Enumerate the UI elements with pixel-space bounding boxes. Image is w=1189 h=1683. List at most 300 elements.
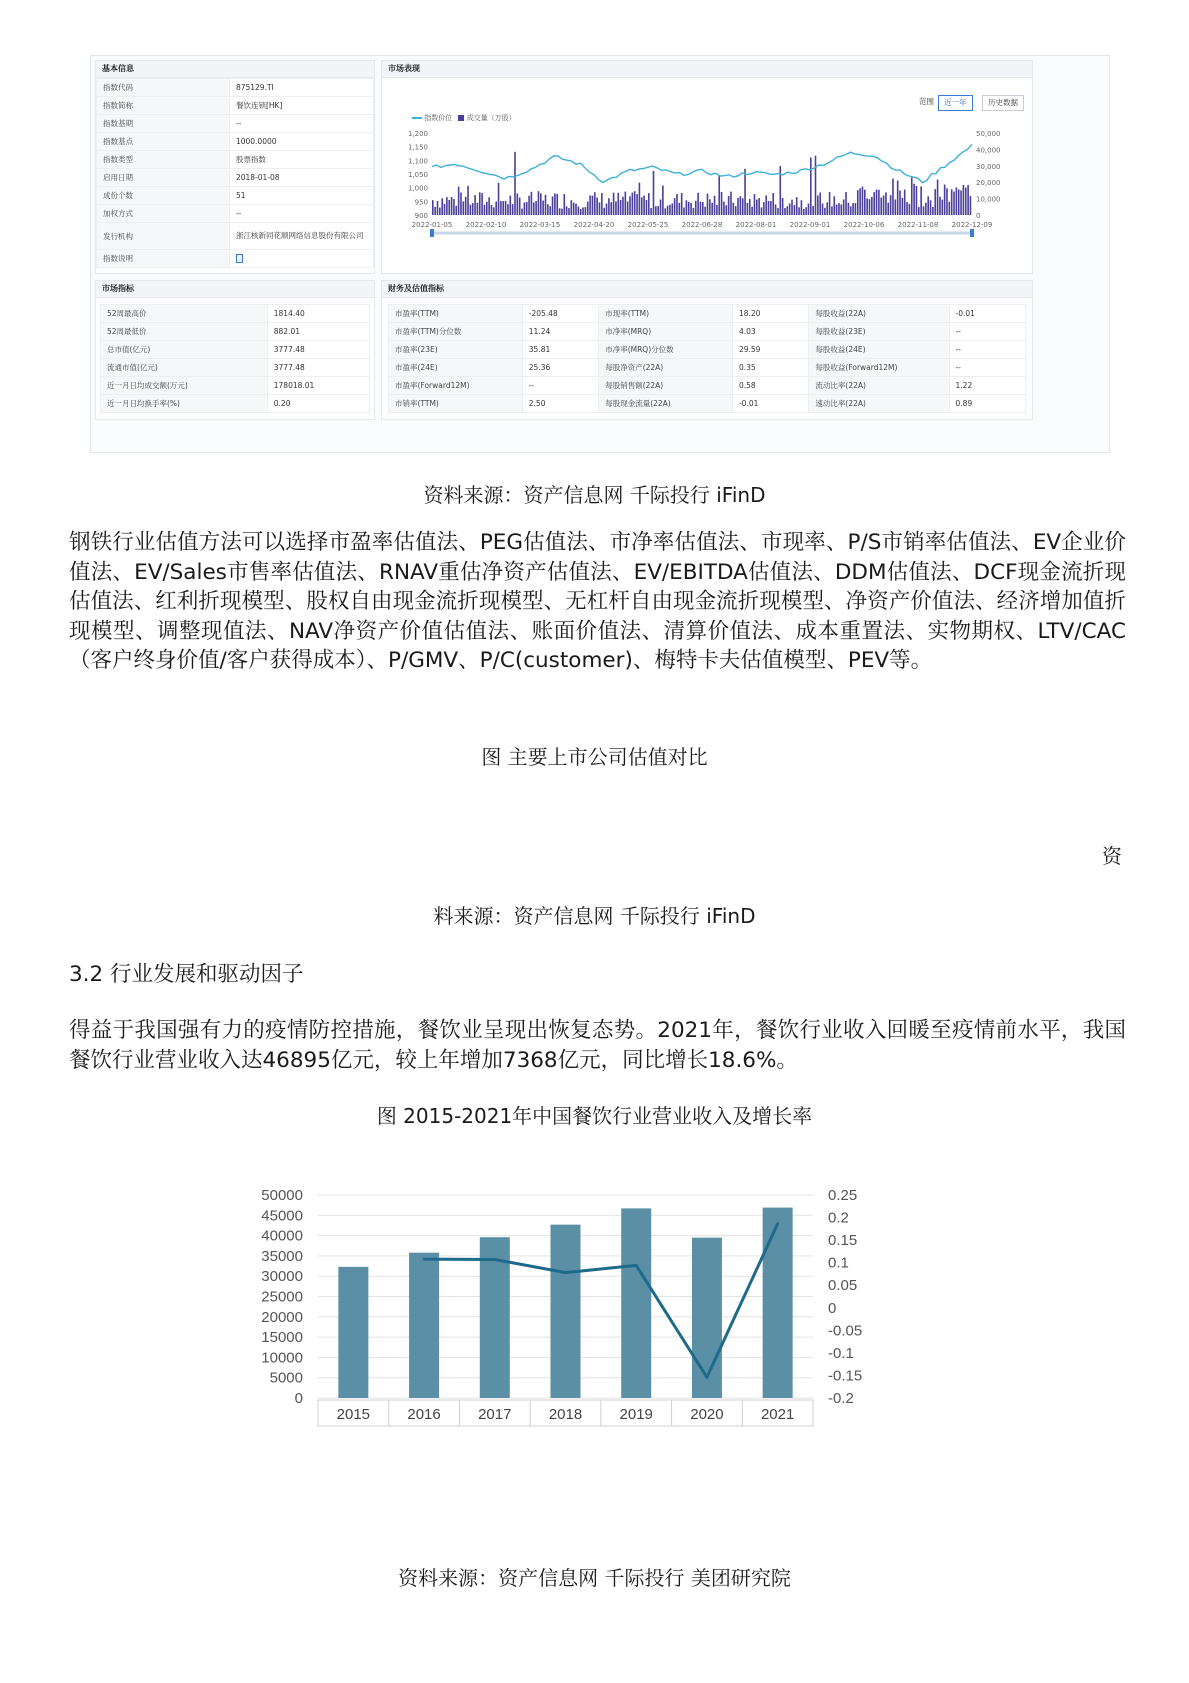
- x-tick-label: 2019: [619, 1406, 653, 1423]
- finance-key: 每股净资产(22A): [599, 359, 733, 377]
- mini-y-left-tick: 950: [414, 198, 428, 207]
- mini-volume-bar: [451, 197, 453, 215]
- mini-y-right-tick: 40,000: [976, 146, 1001, 155]
- mini-volume-bar: [768, 201, 770, 215]
- mini-volume-bar: [782, 198, 784, 215]
- mini-volume-bar: [655, 206, 657, 215]
- mini-volume-bar: [481, 193, 483, 215]
- mini-volume-bar: [808, 204, 810, 215]
- market-performance-box: [381, 60, 1033, 274]
- mini-volume-bar: [695, 201, 697, 215]
- indicator-key: 52周最低价: [101, 323, 268, 341]
- mini-volume-bar: [711, 203, 713, 215]
- mini-x-tick: 2022-05-25: [627, 221, 669, 229]
- mini-volume-bar: [573, 203, 575, 215]
- mini-volume-bar: [932, 207, 934, 215]
- mini-volume-bar: [925, 203, 927, 215]
- mini-volume-bar: [890, 195, 892, 215]
- mini-volume-bar: [902, 198, 904, 215]
- mini-volume-bar: [927, 196, 929, 215]
- mini-volume-bar: [737, 198, 739, 215]
- growth-rate-point: [423, 1258, 426, 1261]
- mini-volume-bar: [953, 192, 955, 215]
- document-icon[interactable]: [236, 254, 243, 263]
- mini-volume-bar: [826, 202, 828, 215]
- basic-info-table: [96, 78, 374, 268]
- mini-volume-bar: [904, 190, 906, 215]
- mini-volume-bar: [514, 152, 516, 215]
- mini-volume-bar: [526, 202, 528, 215]
- mini-x-tick: 2022-11-08: [897, 221, 939, 229]
- mini-volume-bar: [897, 181, 899, 215]
- mini-volume-bar: [939, 197, 941, 215]
- mini-volume-bar: [690, 203, 692, 215]
- mini-volume-bar: [465, 197, 467, 215]
- mini-slider-handle-left: [430, 229, 434, 237]
- basic-info-key: 指数基期: [97, 115, 230, 133]
- x-tick-label: 2020: [690, 1406, 724, 1423]
- mini-volume-bar: [845, 192, 847, 215]
- mini-volume-bar: [758, 198, 760, 215]
- mini-volume-bar: [817, 195, 819, 215]
- mini-volume-bar: [650, 208, 652, 215]
- mini-volume-bar: [716, 205, 718, 215]
- mini-volume-bar: [864, 190, 866, 215]
- mini-volume-bar: [794, 205, 796, 215]
- indicator-key: 近一月日均成交额(万元): [101, 377, 268, 395]
- x-tick-label: 2015: [336, 1406, 371, 1423]
- mini-volume-bar: [519, 197, 521, 215]
- range-one-year-button[interactable]: 近一年: [938, 95, 973, 111]
- mini-volume-bar: [824, 208, 826, 215]
- mini-volume-bar: [838, 203, 840, 215]
- finance-key: 每股收益(22A): [809, 305, 949, 323]
- mini-volume-bar: [862, 187, 864, 215]
- finance-key: 市盈率(23E): [389, 341, 523, 359]
- mini-y-left-tick: 900: [414, 212, 428, 220]
- finance-value: 11.24: [522, 323, 598, 341]
- finance-value: --: [949, 359, 1025, 377]
- mini-volume-bar: [833, 196, 835, 215]
- mini-volume-bar: [596, 197, 598, 215]
- range-label: 范围: [919, 97, 934, 106]
- basic-info-value: 1000.0000: [229, 133, 373, 151]
- indicator-key: 近一月日均换手率(%): [101, 395, 268, 413]
- mini-volume-bar: [693, 208, 695, 215]
- mini-volume-bar: [709, 199, 711, 215]
- mini-volume-bar: [852, 203, 854, 215]
- mini-x-tick: 2022-10-06: [843, 221, 885, 229]
- mini-volume-bar: [812, 206, 814, 215]
- mini-volume-bar: [531, 192, 533, 215]
- finance-key: 市盈率(TTM)分位数: [389, 323, 523, 341]
- basic-info-row: [97, 169, 374, 187]
- finance-value: 2.50: [522, 395, 598, 413]
- mini-volume-bar: [653, 171, 655, 215]
- mini-volume-bar: [676, 194, 678, 215]
- finance-key: 每股收益(23E): [809, 323, 949, 341]
- mini-volume-bar: [528, 196, 530, 215]
- basic-info-key: 指数基点: [97, 133, 230, 151]
- mini-volume-bar: [775, 205, 777, 215]
- history-data-button[interactable]: 历史数据: [982, 95, 1024, 111]
- mini-volume-bar: [646, 200, 648, 215]
- basic-info-row: [97, 223, 374, 250]
- indicator-row: [101, 323, 370, 341]
- mini-x-tick: 2022-04-20: [573, 221, 615, 229]
- finance-value: 0.58: [732, 377, 808, 395]
- finance-key: 速动比率(22A): [809, 395, 949, 413]
- mini-y-right-tick: 50,000: [976, 130, 1001, 138]
- mini-volume-bar: [667, 206, 669, 215]
- finance-row: [389, 305, 1026, 323]
- indicator-row: [101, 359, 370, 377]
- finance-value: --: [949, 341, 1025, 359]
- finance-key: 市净率(MRQ): [599, 323, 733, 341]
- mini-y-right-tick: 10,000: [976, 195, 1001, 204]
- mini-volume-bar: [723, 202, 725, 215]
- mini-volume-bar: [822, 203, 824, 215]
- mini-volume-bar: [963, 185, 965, 215]
- y-right-tick-label: -0.05: [828, 1322, 863, 1340]
- finance-row: [389, 341, 1026, 359]
- mini-volume-bar: [956, 187, 958, 215]
- mini-volume-bar: [434, 207, 436, 215]
- mini-volume-bar: [545, 195, 547, 215]
- indicator-value: 0.20: [267, 395, 369, 413]
- market-indicators-title: 市场指标: [96, 281, 374, 298]
- mini-volume-bar: [967, 185, 969, 215]
- mini-volume-bar: [657, 206, 659, 215]
- index-terminal-panel: [90, 55, 1110, 453]
- mini-volume-bar: [538, 191, 540, 215]
- mini-volume-bar: [819, 193, 821, 215]
- mini-volume-bar: [880, 198, 882, 215]
- basic-info-key: 指数说明: [97, 250, 230, 268]
- mini-volume-bar: [636, 194, 638, 215]
- basic-info-row: [97, 205, 374, 223]
- mini-volume-bar: [911, 177, 913, 215]
- mini-volume-bar: [552, 196, 554, 215]
- mini-volume-bar: [610, 202, 612, 215]
- y-left-tick-label: 30000: [261, 1268, 303, 1286]
- finance-key: 市盈率(24E): [389, 359, 523, 377]
- finance-value: -205.48: [522, 305, 598, 323]
- mini-volume-bar: [801, 200, 803, 215]
- basic-info-value: 餐饮连锁[HK]: [229, 97, 373, 115]
- mini-volume-bar: [554, 193, 556, 215]
- mini-volume-bar: [540, 193, 542, 215]
- mini-volume-bar: [589, 195, 591, 215]
- mini-volume-bar: [704, 207, 706, 215]
- mini-volume-bar: [662, 185, 664, 215]
- mini-volume-bar: [592, 196, 594, 215]
- mini-volume-bar: [498, 183, 500, 215]
- mini-volume-bar: [887, 203, 889, 215]
- mini-volume-bar: [664, 208, 666, 215]
- legend-bar-icon: [458, 115, 464, 121]
- mini-volume-bar: [575, 204, 577, 215]
- finance-value: 0.89: [949, 395, 1025, 413]
- mini-volume-bar: [742, 198, 744, 215]
- mini-volume-bar: [484, 205, 486, 215]
- mini-volume-bar: [599, 203, 601, 215]
- mini-volume-bar: [493, 207, 495, 215]
- mini-y-right-tick: 0: [976, 212, 981, 220]
- mini-volume-bar: [946, 188, 948, 215]
- mini-volume-bar: [500, 201, 502, 215]
- mini-volume-bar: [728, 196, 730, 215]
- mini-volume-bar: [566, 206, 568, 215]
- basic-info-value: 浙江核新同花顺网络信息股份有限公司: [229, 223, 373, 250]
- mini-volume-bar: [848, 203, 850, 215]
- mini-volume-bar: [446, 197, 448, 215]
- mini-volume-bar: [453, 199, 455, 215]
- mini-volume-bar: [930, 200, 932, 215]
- basic-info-value: --: [229, 205, 373, 223]
- indicator-value: 3777.48: [267, 341, 369, 359]
- indicator-value: 882.01: [267, 323, 369, 341]
- mini-volume-bar: [871, 197, 873, 215]
- finance-key: 市销率(TTM): [389, 395, 523, 413]
- mini-volume-bar: [679, 203, 681, 215]
- mini-volume-bar: [517, 194, 519, 215]
- mini-volume-bar: [857, 190, 859, 215]
- mini-volume-bar: [899, 190, 901, 215]
- mini-volume-bar: [876, 190, 878, 215]
- basic-info-row: [97, 187, 374, 205]
- mini-volume-bar: [733, 203, 735, 215]
- section-heading: 3.2 行业发展和驱动因子: [69, 962, 304, 987]
- mini-volume-bar: [803, 209, 805, 215]
- mini-volume-bar: [751, 207, 753, 215]
- basic-info-key: 成份个数: [97, 187, 230, 205]
- mini-volume-bar: [639, 183, 641, 215]
- mini-volume-bar: [909, 204, 911, 215]
- revenue-growth-chart: [0, 1150, 1189, 1550]
- mini-volume-bar: [702, 202, 704, 215]
- mini-volume-bar: [660, 200, 662, 215]
- finance-value: 4.03: [732, 323, 808, 341]
- mini-volume-bar: [671, 204, 673, 215]
- y-left-tick-label: 50000: [261, 1187, 303, 1204]
- mini-volume-bar: [920, 186, 922, 215]
- mini-volume-bar: [850, 206, 852, 215]
- finance-row: [389, 359, 1026, 377]
- mini-y-left-tick: 1,050: [407, 171, 428, 179]
- mini-volume-bar: [542, 201, 544, 215]
- mini-volume-bar: [681, 193, 683, 215]
- mini-volume-bar: [725, 205, 727, 215]
- mini-volume-bar: [629, 196, 631, 215]
- mini-volume-bar: [432, 200, 434, 215]
- y-right-tick-label: 0.25: [828, 1187, 858, 1204]
- mini-slider-handle-right: [970, 229, 974, 237]
- mini-volume-bar: [587, 202, 589, 215]
- basic-info-key: 指数类型: [97, 151, 230, 169]
- mini-volume-bar: [561, 209, 563, 215]
- mini-volume-bar: [941, 200, 943, 215]
- mini-volume-bar: [509, 196, 511, 215]
- mini-volume-bar: [934, 189, 936, 215]
- mini-volume-bar: [772, 193, 774, 215]
- basic-info-key: 加权方式: [97, 205, 230, 223]
- finance-key: 市净率(MRQ)分位数: [599, 341, 733, 359]
- mini-volume-bar: [474, 195, 476, 215]
- mini-volume-bar: [697, 193, 699, 215]
- finance-row: [389, 323, 1026, 341]
- basic-info-box: [95, 60, 375, 274]
- source-caption-2-fragment: 资: [1102, 844, 1122, 868]
- mini-x-tick: 2022-02-10: [465, 221, 507, 229]
- mini-volume-bar: [873, 192, 875, 215]
- mini-volume-bar: [507, 204, 509, 215]
- mini-volume-bar: [777, 208, 779, 215]
- mini-volume-bar: [815, 156, 817, 215]
- mini-y-left-tick: 1,150: [407, 143, 428, 152]
- y-left-tick-label: 20000: [261, 1308, 303, 1326]
- basic-info-value: [229, 250, 373, 268]
- mini-volume-bar: [937, 180, 939, 215]
- mini-volume-bar: [521, 209, 523, 215]
- mini-volume-bar: [547, 204, 549, 215]
- mini-volume-bar: [735, 206, 737, 215]
- y-left-tick-label: 35000: [261, 1247, 303, 1265]
- mini-volume-bar: [512, 204, 514, 215]
- mini-volume-bar: [444, 204, 446, 215]
- finance-valuation-table: [388, 304, 1026, 413]
- y-left-tick-label: 5000: [269, 1369, 303, 1387]
- mini-volume-bar: [829, 192, 831, 215]
- revenue-bar: [338, 1267, 368, 1398]
- mini-y-right-tick: 30,000: [976, 162, 1001, 171]
- market-indicators-table: [100, 304, 370, 413]
- mini-volume-bar: [625, 192, 627, 215]
- growth-rate-point: [635, 1264, 638, 1267]
- finance-value: -0.01: [732, 395, 808, 413]
- finance-value: 35.81: [522, 341, 598, 359]
- mini-volume-bar: [688, 202, 690, 215]
- growth-rate-point: [493, 1258, 496, 1261]
- mini-volume-bar: [463, 201, 465, 215]
- growth-rate-line: [424, 1224, 777, 1377]
- mini-volume-bar: [707, 194, 709, 215]
- basic-info-value: 股票指数: [229, 151, 373, 169]
- mini-volume-bar: [491, 205, 493, 215]
- mini-volume-bar: [883, 196, 885, 215]
- mini-volume-bar: [617, 193, 619, 215]
- mini-volume-bar: [718, 176, 720, 215]
- mini-volume-bar: [949, 202, 951, 215]
- y-left-tick-label: 15000: [261, 1329, 303, 1347]
- mini-x-tick: 2022-08-01: [735, 221, 777, 229]
- mini-volume-bar: [913, 184, 915, 215]
- mini-volume-bar: [524, 203, 526, 215]
- mini-volume-bar: [747, 203, 749, 215]
- mini-volume-bar: [791, 200, 793, 215]
- indicator-value: 178018.01: [267, 377, 369, 395]
- basic-info-value: --: [229, 115, 373, 133]
- mini-volume-bar: [906, 202, 908, 215]
- mini-volume-bar: [765, 195, 767, 215]
- finance-value: 29.59: [732, 341, 808, 359]
- finance-key: 每股收益(Forward12M): [809, 359, 949, 377]
- mini-volume-bar: [615, 201, 617, 215]
- mini-volume-bar: [606, 204, 608, 215]
- mini-volume-bar: [563, 194, 565, 215]
- mini-volume-bar: [944, 185, 946, 215]
- y-left-tick-label: 40000: [261, 1227, 303, 1245]
- mini-volume-bar: [455, 206, 457, 215]
- mini-volume-bar: [686, 200, 688, 215]
- legend-line-icon: [412, 117, 422, 119]
- mini-volume-bar: [627, 202, 629, 215]
- legend-price: 指数价位: [424, 114, 453, 122]
- mini-volume-bar: [620, 200, 622, 215]
- finance-row: [389, 377, 1026, 395]
- y-right-tick-label: 0.1: [828, 1254, 849, 1272]
- basic-info-row: [97, 97, 374, 115]
- figure-title-valuation-comparison: 图 主要上市公司估值对比: [481, 745, 708, 769]
- mini-volume-bar: [965, 188, 967, 215]
- mini-volume-bar: [467, 186, 469, 215]
- mini-volume-bar: [763, 202, 765, 215]
- mini-volume-bar: [749, 199, 751, 215]
- mini-volume-bar: [958, 190, 960, 215]
- finance-key: 每股销售额(22A): [599, 377, 733, 395]
- finance-value: -0.01: [949, 305, 1025, 323]
- mini-volume-bar: [641, 197, 643, 215]
- mini-volume-bar: [916, 186, 918, 215]
- valuation-methods-paragraph: 钢铁行业估值方法可以选择市盈率估值法、PEG估值法、市净率估值法、市现率、P/S市销率估值法、EV企业价值法、EV/Sales市售率估值法、RNAV重估净资产估值法、EV/EBITDA估值法、DDM估值法、DCF现金流折现估值法、红利折现模型、股权自由现金流折现模型、无杠杆自由现金流折现模型、净资产价值法、经济增加值折现模型、调整现值法、NAV净资产价值估值法、账面价值法、清算价值法、成本重置法、实物期权、LTV/CAC（客户终身价值/客户获得成本）、P/GMV、P/C(customer)、梅特卡夫估值模型、PEV等。: [69, 530, 1126, 673]
- mini-y-left-tick: 1,100: [407, 157, 428, 166]
- y-right-tick-label: 0.05: [828, 1277, 858, 1295]
- source-caption-1: 资料来源：资产信息网 千际投行 iFinD: [423, 483, 766, 507]
- mini-volume-bar: [634, 191, 636, 215]
- mini-volume-bar: [756, 200, 758, 215]
- mini-volume-bar: [585, 207, 587, 215]
- mini-volume-bar: [470, 205, 472, 215]
- y-right-tick-label: -0.15: [828, 1367, 863, 1385]
- revenue-bar: [763, 1208, 793, 1398]
- mini-volume-bar: [730, 192, 732, 215]
- y-left-tick-label: 25000: [261, 1288, 303, 1306]
- basic-info-row: [97, 151, 374, 169]
- mini-volume-bar: [477, 203, 479, 215]
- mini-volume-bar: [895, 199, 897, 215]
- mini-volume-bar: [495, 202, 497, 215]
- basic-info-row: [97, 133, 374, 151]
- mini-volume-bar: [960, 190, 962, 215]
- finance-value: --: [949, 323, 1025, 341]
- basic-info-key: 启用日期: [97, 169, 230, 187]
- mini-volume-bar: [622, 197, 624, 215]
- y-left-tick-label: 10000: [261, 1349, 303, 1367]
- mini-volume-bar: [594, 192, 596, 215]
- basic-info-value: 875129.TI: [229, 79, 373, 97]
- mini-volume-bar: [855, 203, 857, 215]
- mini-volume-bar: [740, 196, 742, 215]
- indicator-key: 52周最高价: [101, 305, 268, 323]
- basic-info-title: 基本信息: [96, 61, 374, 78]
- mini-volume-bar: [458, 187, 460, 215]
- revenue-bar: [551, 1225, 581, 1398]
- source-caption-2: 料来源：资产信息网 千际投行 iFinD: [433, 904, 756, 928]
- mini-volume-bar: [460, 192, 462, 215]
- mini-volume-bar: [559, 208, 561, 215]
- finance-valuation-title: 财务及估值指标: [382, 281, 1032, 298]
- mini-volume-bar: [601, 193, 603, 215]
